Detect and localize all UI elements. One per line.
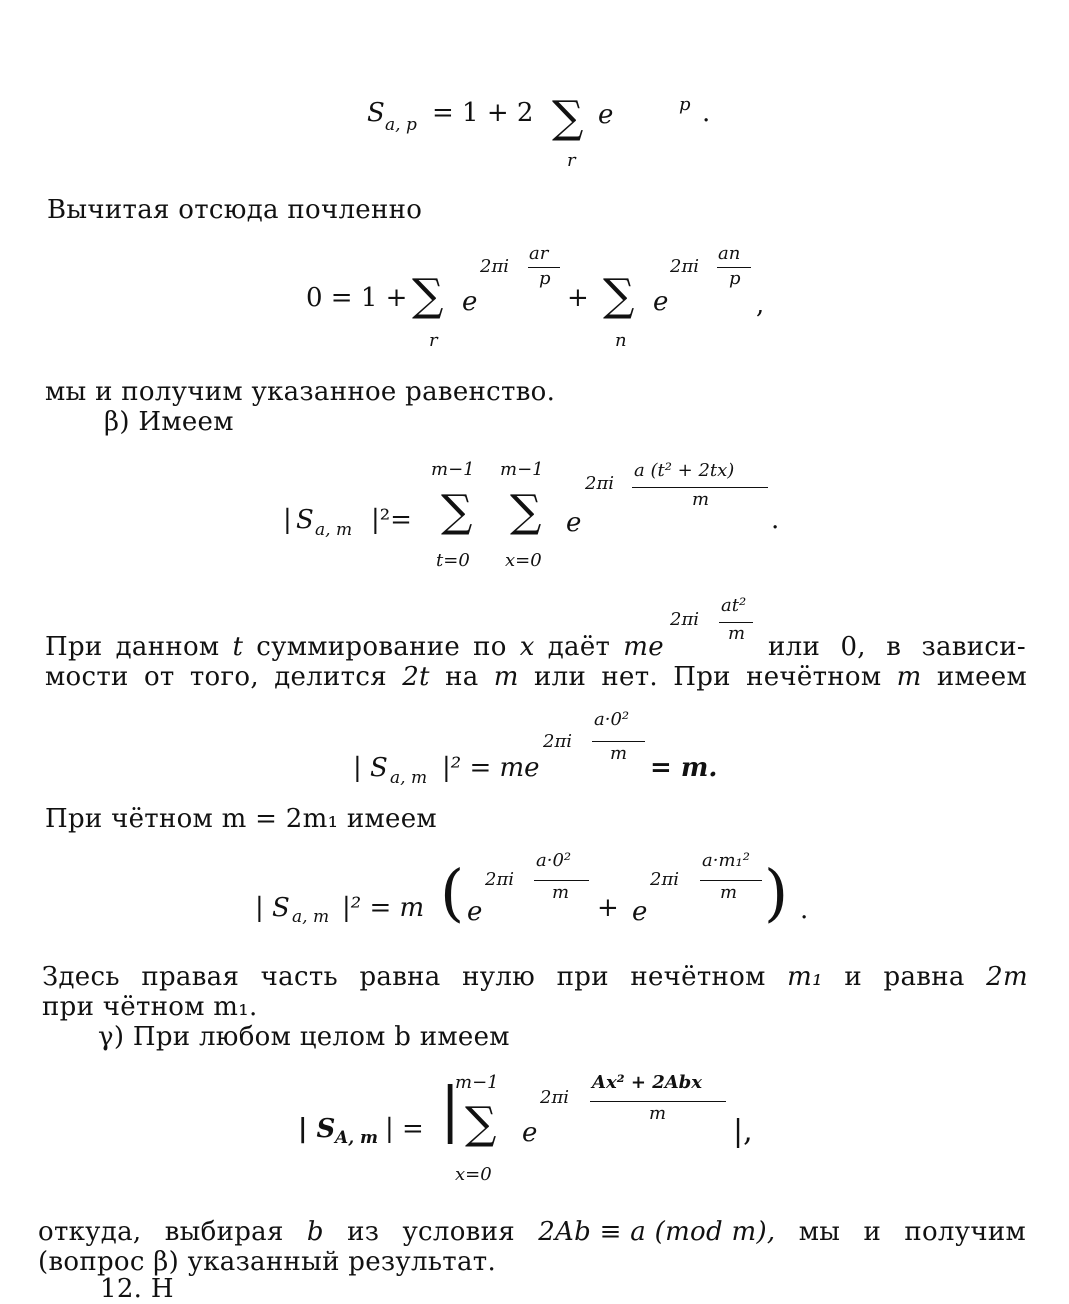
para6-w11: 2m [986,962,1028,992]
formula3-sum1: ∑ [441,486,473,537]
formula2-lhs: 0 = 1 + [306,283,408,313]
formula5-lhs-sub: a, m [292,907,330,927]
para6-w8: m₁ [787,962,823,992]
formula3-lhs-sub: a, m [315,520,353,540]
formula3-lhs-bar: | [283,505,292,535]
text-even-m: При чётном m = 2m₁ имеем [45,804,437,834]
formula6-base: e [522,1118,538,1148]
para8-w8: и [863,1217,882,1247]
formula6-exp-num: Ax² + 2Abx [592,1072,703,1093]
para4-inline-exp-den: m [728,623,746,644]
para4-t2: 0, [840,632,866,662]
formula5-exp1-num: a·0² [536,850,572,871]
formula5-exp1-bar [534,880,589,881]
para6-w6: при [556,962,609,992]
formula1-sum-index: r [567,150,576,171]
para4-line1-part2 [768,632,1026,662]
para4-l2w4: делится [274,662,387,692]
para4-w3: t [232,632,244,662]
para4-w7: даёт [547,632,611,662]
para4-w2: данном [115,632,220,662]
para8-w9: получим [904,1217,1026,1247]
formula3-lhs-end: |²= [371,505,412,535]
formula1-rhs: = 1 + 2 [432,98,534,128]
para4-t4: зависи- [921,632,1026,662]
formula4-exp-den: m [610,743,628,764]
formula1-exp-fragment: p [679,94,691,115]
text-subtracting: Вычитая отсюда почленно [47,195,423,225]
para4-l2w9: нет. [601,662,658,692]
formula6-exp-den: m [649,1103,667,1124]
formula6-lhs-sub: A, m [335,1128,379,1148]
formula3-lower1: t=0 [436,550,470,571]
para4-l2w8: или [534,662,587,692]
para8-w2: выбирая [164,1217,284,1247]
formula2-sum2: ∑ [603,270,635,321]
formula5-exp1-den: m [552,882,570,903]
para8-w3: b [306,1217,324,1247]
para6-w2: правая [141,962,240,992]
para4-w8: me [623,632,664,662]
formula6-end: |, [733,1114,753,1149]
formula4-exp-prefix: 2πi [543,731,573,752]
para4-l2w3: того, [189,662,259,692]
formula5-exp1-prefix: 2πi [485,869,515,890]
para4-l2w1: мости [45,662,129,692]
formula6-lhs: | S [298,1114,336,1144]
formula3-lower2: x=0 [505,550,542,571]
para4-w6: x [519,632,535,662]
formula3-sum2: ∑ [510,486,542,537]
para4-line2 [45,662,1027,692]
formula3-upper1: m−1 [431,459,475,480]
formula3-lhs: S [296,505,314,535]
para8-w5: условия [402,1217,515,1247]
formula2-exp1-den: p [539,268,551,289]
formula2-index1: r [429,330,438,351]
formula4-lhs-sub: a, m [390,768,428,788]
formula1-lhs-sub: a, p [385,115,417,135]
formula2-exp2-prefix: 2πi [670,256,700,277]
formula5-lhs-end: |² = m [342,893,425,923]
para4-l2w12: m [896,662,922,692]
para8-w4: из [347,1217,380,1247]
text-we-obtain: мы и получим указанное равенство. [45,377,556,407]
formula3-exp-prefix: 2πi [585,473,615,494]
para4-w1: При [45,632,103,662]
formula2-exp1-prefix: 2πi [480,256,510,277]
formula6-bar-open: | [440,1075,461,1145]
formula2-base1: e [462,287,478,317]
formula2-end: , [756,290,765,320]
formula1-end: . [702,98,711,128]
text-beta: β) Имеем [104,407,234,437]
formula3-exp-num: a (t² + 2tx) [634,460,735,481]
formula5-plus: + [597,893,619,923]
formula3-exp-bar [632,487,768,488]
formula6-exp-bar [590,1101,726,1102]
formula5-paren-open: ( [440,856,465,929]
para6-w9: и [844,962,862,992]
formula6-lower: x=0 [455,1164,492,1185]
para6-w1: Здесь [42,962,120,992]
formula1-base: e [598,100,614,130]
para4-l2w11: нечётном [746,662,882,692]
formula2-index2: n [615,330,627,351]
para4-l2w10: При [673,662,731,692]
para6-line2: при чётном m₁. [42,992,258,1022]
formula2-sum1: ∑ [412,270,444,321]
formula3-exp-den: m [692,489,710,510]
para4-l2w7: m [493,662,519,692]
para6-w3: часть [260,962,338,992]
para4-l2w5: 2t [402,662,430,692]
formula5-exp2-prefix: 2πi [650,869,680,890]
formula5-base2: e [632,897,648,927]
text-gamma: γ) При любом целом b имеем [98,1022,510,1052]
formula4-exp-num: a·0² [594,709,630,730]
formula2-exp2-den: p [729,268,741,289]
para6-w5: нулю [462,962,536,992]
formula1-lhs: S [367,98,385,128]
formula2-exp1-num: ar [529,243,549,264]
formula5-exp2-num: a·m₁² [702,850,750,871]
para4-inline-exp-prefix: 2πi [670,609,700,630]
formula6-sum: ∑ [465,1098,497,1149]
formula3-end: . [771,505,780,535]
formula4-lhs: | S [353,753,388,783]
formula4-exp-bar [592,741,645,742]
formula5-exp2-den: m [720,882,738,903]
formula4-lhs-end: |² = me [442,753,540,783]
para6-w4: равна [359,962,441,992]
para4-t3: в [886,632,902,662]
formula6-exp-prefix: 2πi [540,1087,570,1108]
formula3-upper2: m−1 [500,459,544,480]
para6-w7: нечётном [630,962,766,992]
formula5-exp2-bar [700,880,762,881]
para4-inline-exp-num: at² [721,595,747,616]
formula3-base: e [566,508,582,538]
para4-l2w2: от [143,662,175,692]
para8-w6: 2Ab ≡ a (mod m), [538,1217,776,1247]
para6-w10: равна [883,962,965,992]
formula2-base2: e [653,287,669,317]
formula6-lhs-end: | = [385,1114,424,1144]
formula5-paren-close: ) [764,856,789,929]
para4-l2w6: на [445,662,479,692]
formula5-end: . [800,895,809,925]
formula1-sum: ∑ [552,92,584,143]
para8-line1 [38,1217,1026,1247]
para4-t1: или [768,632,821,662]
formula5-lhs: | S [255,893,290,923]
cut-off-line: 12. Н [100,1274,174,1304]
formula5-base1: e [467,897,483,927]
para4-w4: суммирование [256,632,461,662]
formula2-exp2-num: an [718,243,741,264]
formula4-rhs: = m. [650,753,718,783]
para8-w1: откуда, [38,1217,142,1247]
para4-line1-part1 [45,632,664,662]
para4-l2w13: имеем [936,662,1027,692]
para8-w7: мы [798,1217,841,1247]
formula2-plus: + [567,283,589,313]
para6-line1 [42,962,1028,992]
formula6-upper: m−1 [455,1072,499,1093]
para4-w5: по [473,632,507,662]
para8-line2: (вопрос β) указанный результат. [38,1247,497,1277]
